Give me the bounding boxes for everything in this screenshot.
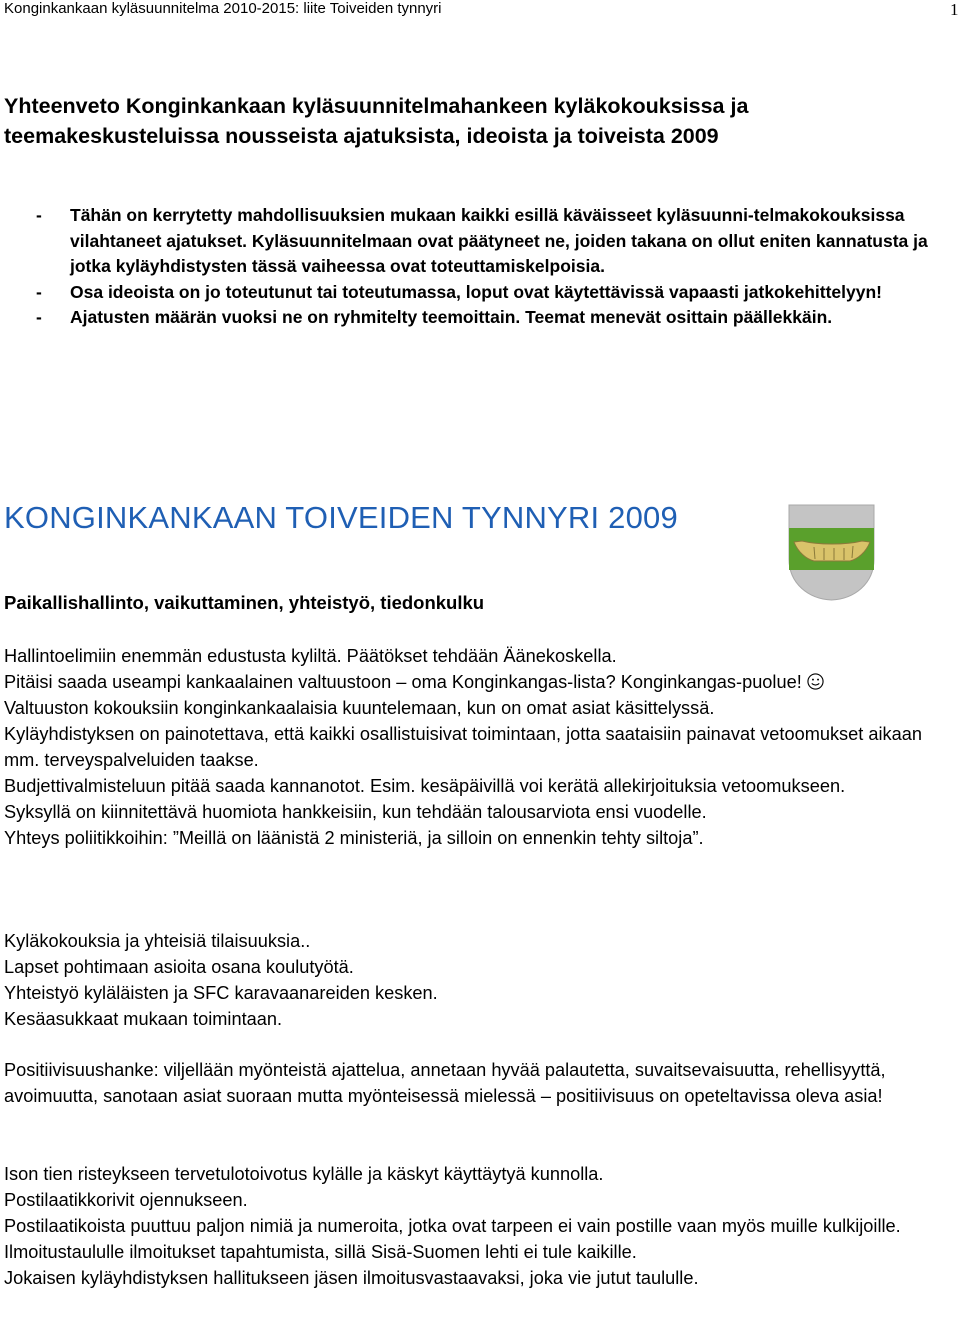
bullet-text: Ajatusten määrän vuoksi ne on ryhmitelty teemoittain. Teemat menevät osittain päällekkäin. <box>70 307 833 327</box>
bullet-item <box>4 280 954 306</box>
body-line: Lapset pohtimaan asioita osana koulutyötä. <box>4 957 354 977</box>
bullet-dash: - <box>36 205 42 225</box>
body-line: Valtuuston kokouksiin konginkankaalaisia kuuntelemaan, kun on omat asiat käsittelyssä. <box>4 698 715 718</box>
body-line: Kyläyhdistyksen on painotettava, että kaikki osallistuisivat toimintaan, jotta saataisiin painavat vetoomukset aikaan mm. terveyspalveluiden taakse. <box>4 724 922 770</box>
body-line: Ilmoitustaululle ilmoitukset tapahtumista, sillä Sisä-Suomen lehti ei tule kaikille. <box>4 1242 637 1262</box>
body-line: Ison tien risteykseen tervetulotoivotus kylälle ja käskyt käyttäytyä kunnolla. <box>4 1164 604 1184</box>
paragraph-block <box>4 928 954 1032</box>
bullet-text: Tähän on kerrytetty mahdollisuuksien mukaan kaikki esillä käväisseet kyläsuunni-telmakokouksissa vilahtaneet ajatukset. Kyläsuunnitelmaan ovat päätyneet ne, joiden takana on ollut eniten kannatusta ja jotka kyläyhdistysten tässä vaiheessa ovat toteuttamiskelpoisia. <box>70 205 928 276</box>
body-line: Jokaisen kyläyhdistyksen hallitukseen jäsen ilmoitusvastaavaksi, joka vie jutut taululle. <box>4 1268 699 1288</box>
summary-bullet-list <box>4 203 954 331</box>
running-header: Konginkankaan kyläsuunnitelma 2010-2015: liite Toiveiden tynnyri <box>4 0 442 17</box>
smiley-icon <box>807 673 824 690</box>
body-line: Postilaatikkorivit ojennukseen. <box>4 1190 248 1210</box>
paragraph-block <box>4 643 954 851</box>
body-line: Budjettivalmisteluun pitää saada kannanotot. Esim. kesäpäivillä voi kerätä allekirjoituksia vetoomukseen. <box>4 776 846 796</box>
bullet-text: Osa ideoista on jo toteutunut tai toteutumassa, loput ovat käytettävissä vapaasti jatkokehittelyyn! <box>70 281 882 302</box>
paragraph-block <box>4 1161 954 1291</box>
body-line: Yhteistyö kyläläisten ja SFC karavaanareiden kesken. <box>4 983 438 1003</box>
body-line: Yhteys poliitikkoihin: ”Meillä on läänistä 2 ministeriä, ja silloin on ennenkin tehty siltoja”. <box>4 828 704 848</box>
section-subtitle: Paikallishallinto, vaikuttaminen, yhteistyö, tiedonkulku <box>4 592 485 613</box>
body-line: Postilaatikoista puuttuu paljon nimiä ja numeroita, jotka ovat tarpeen ei vain postille vaan myös muille kulkijoille. <box>4 1216 901 1236</box>
summary-title: Yhteenveto Konginkankaan kyläsuunnitelmahankeen kyläkokouksissa ja teemakeskusteluissa nousseista ajatuksista, ideoista ja toiveista 2009 <box>4 94 749 148</box>
page-number: 1 <box>950 0 959 19</box>
body-line: Syksyllä on kiinnitettävä huomiota hankkeisiin, kun tehdään talousarviota ensi vuodelle. <box>4 802 707 822</box>
bullet-dash: - <box>36 281 42 302</box>
coat-of-arms-icon <box>788 504 875 601</box>
bullet-item <box>4 203 954 280</box>
body-line: Pitäisi saada useampi kankaalainen valtuustoon – oma Konginkangas-lista? Konginkangas-puolue! <box>4 669 954 695</box>
main-heading: KONGINKANKAAN TOIVEIDEN TYNNYRI 2009 <box>4 500 678 535</box>
body-line: Positiivisuushanke: viljellään myönteistä ajattelua, annetaan hyvää palautetta, suvaitsevaisuutta, rehellisyyttä, avoimuutta, sanotaan asiat suoraan mutta myönteisessä mielessä – positiivisuus on opeteltavissa oleva asia! <box>4 1060 886 1106</box>
bullet-dash: - <box>36 307 42 327</box>
body-line: Kyläkokouksia ja yhteisiä tilaisuuksia.. <box>4 931 311 951</box>
bullet-item <box>4 305 954 331</box>
paragraph-block <box>4 1057 954 1109</box>
body-line: Hallintoelimiin enemmän edustusta kyliltä. Päätökset tehdään Äänekoskella. <box>4 646 617 666</box>
body-line: Kesäasukkaat mukaan toimintaan. <box>4 1009 283 1029</box>
